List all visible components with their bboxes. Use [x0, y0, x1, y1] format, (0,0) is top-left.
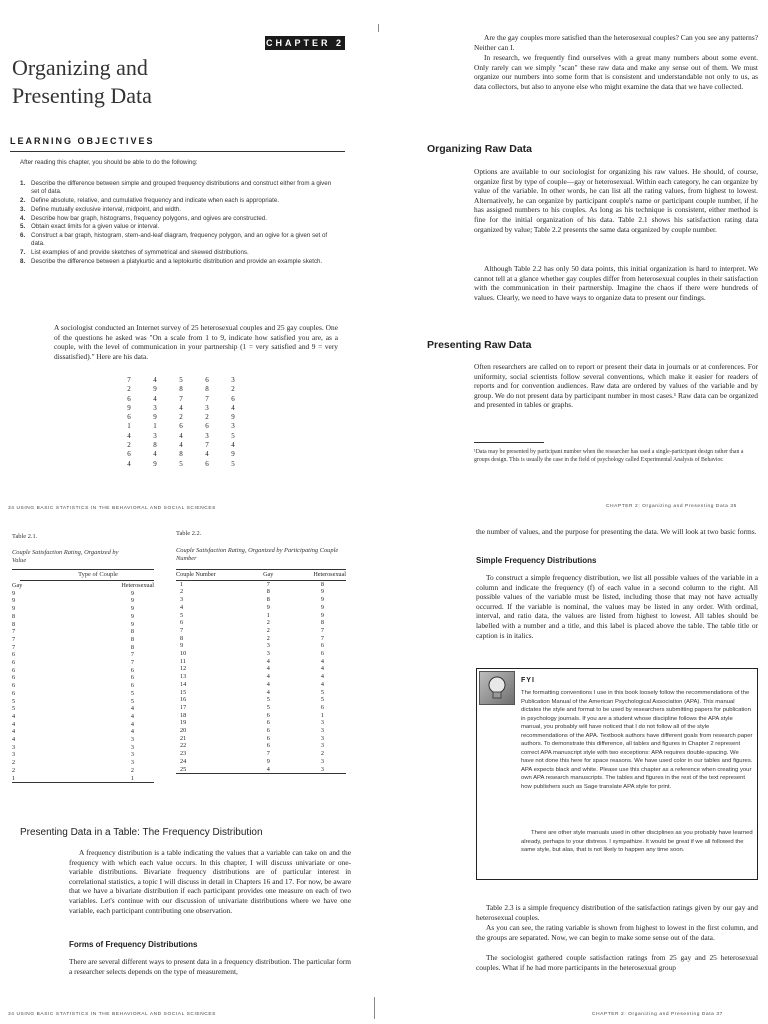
table-cell: 9: [180, 642, 184, 650]
table-cell: 9: [130, 589, 134, 597]
table-row: [12, 728, 154, 736]
table-row: [12, 767, 154, 775]
paragraph-sociologist-gathered: The sociologist gathered couple satisfaction ratings from 25 gay and 25 heterosexual couples. What if he had more participants in the heterosexual group: [476, 953, 758, 972]
table-cell: 1: [320, 711, 324, 719]
table-row: [12, 651, 154, 659]
table-cell: 4: [130, 728, 134, 736]
table-2-1-group-header: Type of Couple: [78, 571, 118, 578]
paragraph-frequency-definition: A frequency distribution is a table indicating the values that a variable can take on and the frequency with which each value occurs. In this chapter, I will discuss univariate or one-variable distributions. Bivariate frequency distributions are of particular interest in correlational statistics, a topic I will discuss in detail in Chapters 16 and 17. For now, be aware that we have a bivariate distribution if each participant provides one measure on each of two variables. Let's continue with our discussion of univariate distributions where we have one variable, each participant contributing one observation.: [69, 848, 351, 915]
objective-item: 3. Define mutually exclusive interval, midpoint, and width.: [20, 205, 181, 213]
raw-data-value: 2: [205, 413, 209, 422]
table-cell: 6: [266, 711, 270, 719]
table-row: [12, 590, 154, 598]
table-cell: 9: [12, 605, 16, 613]
raw-data-value: 6: [205, 422, 209, 431]
table-2-1-grid: [12, 581, 154, 783]
table-row: [176, 627, 346, 635]
raw-data-value: 2: [127, 441, 131, 450]
chapter-title: [12, 54, 252, 110]
objective-item: 5. Obtain exact limits for a given value or interval.: [20, 223, 160, 231]
table-2-2-grid: [176, 570, 346, 774]
table-cell: 6: [12, 674, 16, 682]
table-cell: 3: [320, 727, 324, 735]
table-cell: 4: [258, 766, 279, 774]
table-2-1-col-heterosexual: Heterosexual: [121, 582, 154, 589]
table-cell: 5: [266, 696, 270, 704]
table-2-2-col-gay: Gay: [258, 570, 279, 580]
table-cell: 6: [12, 689, 16, 697]
table-row: [176, 689, 346, 697]
table-cell: 2: [180, 588, 184, 596]
fyi-title: FYI: [521, 677, 535, 684]
raw-data-value: 7: [179, 394, 183, 403]
table-row: [12, 713, 154, 721]
table-cell: 23: [180, 750, 187, 758]
heading-simple-frequency-distributions: Simple Frequency Distributions: [476, 556, 597, 565]
raw-data-value: 6: [127, 413, 131, 422]
table-cell: 3: [266, 650, 270, 658]
table-2-2-body: [176, 580, 346, 774]
table-row: [176, 665, 346, 673]
heading-presenting-raw-data: Presenting Raw Data: [427, 339, 532, 351]
table-row: [176, 719, 346, 727]
raw-data-value: 8: [153, 441, 157, 450]
table-cell: 5: [320, 696, 324, 704]
heading-frequency-distribution: Presenting Data in a Table: The Frequency Distribution: [20, 827, 263, 838]
table-cell: 2: [12, 759, 16, 767]
table-cell: 9: [12, 589, 16, 597]
objective-item: 1. Describe the difference between simple and grouped frequency distributions and construct either from a given set of data.: [20, 180, 332, 196]
table-row: [176, 758, 346, 766]
table-cell: 4: [266, 680, 270, 688]
raw-data-value: 3: [153, 431, 157, 440]
table-cell: 3: [130, 751, 134, 759]
table-row: [176, 681, 346, 689]
learning-objectives-heading: LEARNING OBJECTIVES: [10, 136, 155, 146]
table-cell: 7: [130, 659, 134, 667]
table-row: [176, 619, 346, 627]
table-row: [176, 612, 346, 620]
table-row: [176, 650, 346, 658]
table-cell: 4: [320, 665, 324, 673]
table-row: [12, 636, 154, 644]
table-cell: 3: [12, 743, 16, 751]
paragraph-two-forms: the number of values, and the purpose for presenting the data. We will look at two basic forms.: [476, 527, 757, 536]
table-cell: 6: [12, 651, 16, 659]
raw-data-value: 6: [127, 394, 131, 403]
survey-scenario: A sociologist conducted an Internet survey of 25 heterosexual couples and 25 gay couples. One of the questions he asked was "On a scale from 1 to 9, indicate how satisfied you are, as a couple, with the level of communication in your partnership (1 = very satisfied and 9 = very dissatisfied)." Here are his data.: [54, 323, 338, 361]
raw-data-value: 7: [205, 394, 209, 403]
table-cell: 4: [12, 736, 16, 744]
table-cell: 8: [130, 628, 134, 636]
objective-item: 7. List examples of and provide sketches of symmetrical and skewed distributions.: [20, 249, 249, 257]
table-cell: 2: [266, 634, 270, 642]
raw-data-value: 6: [127, 450, 131, 459]
table-cell: 16: [180, 696, 187, 704]
raw-data-value: 8: [205, 385, 209, 394]
table-cell: 5: [320, 688, 324, 696]
table-2-2-caption: Couple Satisfaction Rating, Organized by Participating Couple Number: [176, 547, 339, 562]
raw-data-value: 9: [231, 413, 235, 422]
table-cell: 5: [130, 689, 134, 697]
raw-data-value: 4: [127, 431, 131, 440]
raw-data-value: 4: [231, 403, 235, 412]
objective-item: 2. Define absolute, relative, and cumulative frequency and indicate when each is appropriate.: [20, 197, 279, 204]
table-row: [176, 727, 346, 735]
table-2-2-label: Table 2.2.: [176, 530, 202, 537]
paragraph-research: In research, we frequently find ourselves with a great many numbers about some event. Only rarely can we simply "scan" these raw data and make any sense out of them. We must organize our numbers into some form that is consistent and understandable not only to us, as data collectors, but also to anyone else who might examine the data that we have collected.: [474, 53, 758, 91]
table-cell: 2: [12, 766, 16, 774]
table-row: [12, 759, 154, 767]
table-2-2-col-couple-number: Couple Number: [176, 570, 258, 580]
table-row: [176, 658, 346, 666]
raw-data-value: 6: [179, 422, 183, 431]
table-cell: 6: [12, 682, 16, 690]
table-cell: 5: [180, 611, 184, 619]
table-row: [176, 635, 346, 643]
raw-data-value: 4: [153, 450, 157, 459]
paragraph-options: Options are available to our sociologist for organizing his raw values. He should, of course, organize first by type of couple—gay or heterosexual. Within each category, he can organize by value of the variable. In other words, he can list all the rating values, from highest to lowest. Alternatively, he can organize by participant couple's name or participant couple number, if he has assigned numbers to his couples. As long as his technique is consistent, either method is fine for the initial organization of his data. Table 2.1 shows his satisfaction rating data organized by value; Table 2.2 presents the same data organized by couple number.: [474, 167, 758, 234]
raw-data-value: 4: [179, 431, 183, 440]
table-cell: 11: [180, 657, 186, 665]
table-cell: 8: [12, 612, 16, 620]
paragraph-conventions: Often researchers are called on to report or present their data in journals or at conferences. For uniformity, social scientists follow several conventions, which make it easier for readers of reports and for convention audiences. Raw data are ordered by values of the variable and by group. We do not present data by participant number in most cases.¹ Raw data can be organized and presented in tables or graphs.: [474, 362, 758, 410]
fyi-box: [476, 668, 758, 880]
table-row: [12, 775, 154, 783]
table-cell: 8: [12, 620, 16, 628]
table-cell: 2: [130, 766, 134, 774]
table-cell: 18: [180, 711, 187, 719]
raw-data-value: 2: [231, 385, 235, 394]
table-cell: 4: [130, 720, 134, 728]
raw-data-value: 4: [179, 403, 183, 412]
table-row: [176, 712, 346, 720]
heading-organizing-raw-data: Organizing Raw Data: [427, 143, 533, 155]
table-cell: 21: [180, 734, 187, 742]
table-row: [12, 605, 154, 613]
table-row: [176, 766, 346, 774]
table-2-1-body: [12, 590, 154, 783]
raw-data-value: 9: [127, 403, 131, 412]
table-cell: 1: [180, 580, 184, 588]
raw-data-value: 6: [205, 376, 209, 384]
table-cell: 20: [180, 727, 187, 735]
bottom-running-head-right: CHAPTER 2: Organizing and Presenting Data 37: [592, 1012, 723, 1017]
table-cell: 6: [266, 742, 270, 750]
table-row: [12, 667, 154, 675]
table-cell: 4: [320, 673, 324, 681]
table-row: [12, 597, 154, 605]
table-row: [12, 621, 154, 629]
table-row: [176, 696, 346, 704]
table-cell: 8: [266, 596, 270, 604]
table-row: [176, 596, 346, 604]
table-cell: 7: [266, 750, 270, 758]
table-cell: 12: [180, 665, 187, 673]
table-row: [12, 751, 154, 759]
raw-data-value: 7: [205, 441, 209, 450]
table-row: [12, 721, 154, 729]
table-cell: 9: [320, 611, 324, 619]
table-header-row: [12, 581, 154, 590]
table-2-2: [176, 569, 346, 774]
table-cell: 9: [130, 612, 134, 620]
table-2-1: [12, 569, 154, 783]
table-cell: 17: [180, 703, 187, 711]
raw-data-value: 3: [231, 422, 235, 431]
table-row: [12, 659, 154, 667]
raw-data-value: 9: [231, 450, 235, 459]
table-cell: 4: [266, 688, 270, 696]
table-cell: 3: [320, 734, 324, 742]
objective-item: 6. Construct a bar graph, histogram, stem-and-leaf diagram, frequency polygon, and an ogive for a given set of data.: [20, 232, 328, 248]
raw-data-value: 4: [179, 441, 183, 450]
table-cell: 7: [12, 635, 16, 643]
table-cell: 9: [320, 588, 324, 596]
table-cell: 9: [130, 620, 134, 628]
table-row: [176, 642, 346, 650]
table-cell: 7: [130, 651, 134, 659]
table-cell: 7: [320, 634, 324, 642]
table-cell: 6: [130, 674, 134, 682]
table-row: [176, 673, 346, 681]
objective-item: 8. Describe the difference between a platykurtic and a leptokurtic distribution and provide an example sketch.: [20, 257, 323, 265]
table-cell: 4: [12, 728, 16, 736]
table-row: [176, 580, 346, 588]
table-cell: 3: [266, 642, 270, 650]
table-cell: 3: [130, 759, 134, 767]
table-cell: 4: [130, 705, 134, 713]
table-cell: 4: [130, 712, 134, 720]
table-cell: 4: [320, 680, 324, 688]
footnote-rule: [474, 442, 544, 443]
table-row: [176, 750, 346, 758]
table-2-2-col-heterosexual: Heterosexual: [279, 570, 346, 580]
table-cell: 6: [12, 659, 16, 667]
table-cell: 6: [320, 650, 324, 658]
raw-data-value: 9: [153, 413, 157, 422]
raw-data-value: 2: [179, 413, 183, 422]
table-cell: 6: [12, 666, 16, 674]
objective-item: 4. Describe how bar graph, histograms, frequency polygons, and ogives are constructed.: [20, 214, 267, 222]
gutter-mark-bottom: [374, 997, 375, 1019]
raw-data-value: 5: [231, 459, 235, 468]
table-cell: 9: [12, 597, 16, 605]
raw-data-value: 5: [231, 431, 235, 440]
table-row: [12, 628, 154, 636]
raw-data-value: 1: [127, 422, 131, 431]
raw-data-value: 5: [179, 376, 183, 384]
raw-data-value: 4: [231, 441, 235, 450]
table-cell: 1: [266, 611, 270, 619]
table-cell: 4: [12, 720, 16, 728]
table-cell: 1: [46, 775, 154, 783]
raw-data-value: 3: [205, 431, 209, 440]
table-header-row: [176, 570, 346, 580]
table-cell: 8: [320, 580, 324, 588]
table-cell: 9: [266, 603, 270, 611]
heading-forms-of-frequency-distributions: Forms of Frequency Distributions: [69, 940, 198, 949]
table-cell: 2: [266, 619, 270, 627]
table-cell: 9: [266, 757, 270, 765]
table-cell: 6: [320, 642, 324, 650]
raw-data-value: 3: [153, 403, 157, 412]
raw-data-value: 8: [179, 385, 183, 394]
table-cell: 3: [130, 743, 134, 751]
paragraph-table-2-2: Although Table 2.2 has only 50 data points, this initial organization is hard to interpret. We cannot tell at a glance whether gay couples differ from heterosexual couples in their satisfaction with the communication in their partnership. Imagine the chaos if there were hundreds of values. Clearly, we need to have ways to organize data to present our findings.: [474, 264, 758, 302]
table-cell: 19: [180, 719, 187, 727]
table-cell: 4: [12, 712, 16, 720]
table-cell: 6: [130, 682, 134, 690]
lightbulb-icon: [479, 671, 515, 705]
table-row: [12, 744, 154, 752]
table-cell: 6: [320, 703, 324, 711]
paragraph-several-ways: There are several different ways to present data in a frequency distribution. The particular form a researcher selects depends on the type of measurement,: [69, 957, 351, 976]
raw-data-value: 4: [205, 450, 209, 459]
raw-data-value: 3: [205, 403, 209, 412]
table-row: [176, 742, 346, 750]
table-row: [176, 588, 346, 596]
objectives-intro: After reading this chapter, you should be able to do the following:: [20, 159, 198, 166]
table-cell: 8: [180, 634, 184, 642]
chapter-label: CHAPTER 2: [265, 38, 344, 48]
bottom-running-head: 34 USING BASIC STATISTICS IN THE BEHAVIORAL AND SOCIAL SCIENCES: [8, 1012, 216, 1017]
raw-data-value: 4: [153, 376, 157, 384]
table-row: [12, 690, 154, 698]
table-cell: 7: [266, 580, 270, 588]
table-row: [12, 644, 154, 652]
table-cell: 6: [130, 666, 134, 674]
fyi-text-formatting: The formatting conventions I use in this book loosely follow the recommendations of the Publication Manual of the American Psychological Association (APA). This manual dictates the style and format to be used by researchers submitting papers for publication in psychology journals. If you are a student whose discipline follows the APA style manual, you probably will have noticed that I do not follow all of the style recommendations of the APA. Textbook authors have different goals from research paper authors. To demonstrate this difference, all tables and figures in Chapter 2 represent correct APA manuscript style with two exceptions: APA requires double-spacing. We have not done this here for space reasons. We have used color in our tables and figures. APA expects black and white. Please use this chapter as a reference when creating your own APA research manuscripts. The tables and figures in the rest of the text represent how publishers such as Sage translate APA style for print.: [521, 690, 753, 790]
table-row: [176, 604, 346, 612]
raw-data-value: 3: [231, 376, 235, 384]
table-cell: 5: [266, 703, 270, 711]
table-cell: 7: [12, 628, 16, 636]
paragraph-patterns: Are the gay couples more satisfied than the heterosexual couples? Can you see any patterns? Neither can I.: [474, 33, 758, 52]
raw-data-value: 9: [153, 385, 157, 394]
chapter-title-line-1: Organizing and: [12, 55, 148, 80]
running-head: 34 USING BASIC STATISTICS IN THE BEHAVIORAL AND SOCIAL SCIENCES: [8, 506, 216, 511]
raw-data-value: 2: [127, 385, 131, 394]
table-cell: 7: [180, 626, 184, 634]
raw-data-value: 6: [205, 459, 209, 468]
raw-data-value: 9: [153, 459, 157, 468]
table-row: [12, 682, 154, 690]
footnote: ¹Data may be presented by participant number when the researcher has used a single-participant design rather than a groups design. This is usually the case in the field of psychology called Experimental Analysis of Behavior.: [474, 449, 744, 463]
table-row: [176, 735, 346, 743]
raw-data-grid: [116, 376, 246, 469]
table-cell: 6: [180, 619, 184, 627]
table-row: [12, 698, 154, 706]
table-cell: 8: [266, 588, 270, 596]
table-2-1-col-gay: Gay: [12, 582, 23, 589]
table-cell: 9: [320, 596, 324, 604]
table-cell: 6: [266, 719, 270, 727]
table-cell: 7: [320, 626, 324, 634]
table-cell: 3: [320, 757, 324, 765]
table-cell: 24: [180, 757, 187, 765]
table-cell: 13: [180, 673, 187, 681]
table-cell: 10: [180, 650, 187, 658]
table-cell: 8: [130, 635, 134, 643]
chapter-title-line-2: Presenting Data: [12, 83, 152, 108]
table-2-1-label: Table 2.1.: [12, 533, 38, 540]
table-cell: 9: [320, 603, 324, 611]
paragraph-as-you-can-see: As you can see, the rating variable is shown from highest to lowest in the first column, and the groups are separated. Now, we can begin to make some sense out of the data.: [476, 923, 758, 942]
raw-data-value: 1: [153, 422, 157, 431]
raw-data-value: 6: [231, 394, 235, 403]
table-cell: 5: [12, 697, 16, 705]
table-cell: 4: [180, 603, 184, 611]
table-cell: 9: [130, 597, 134, 605]
table-cell: 2: [320, 750, 324, 758]
table-2-1-caption: Couple Satisfaction Rating, Organized by Value: [12, 549, 119, 564]
table-cell: 3: [320, 742, 324, 750]
table-cell: 4: [320, 657, 324, 665]
table-cell: 25: [176, 766, 258, 774]
table-cell: 3: [279, 766, 346, 774]
table-cell: 3: [12, 751, 16, 759]
table-cell: 3: [320, 719, 324, 727]
table-cell: 22: [180, 742, 187, 750]
raw-data-value: 5: [179, 459, 183, 468]
raw-data-value: 7: [127, 376, 131, 384]
table-cell: 6: [266, 727, 270, 735]
table-cell: 2: [266, 626, 270, 634]
raw-data-value: 4: [153, 394, 157, 403]
table-cell: 5: [130, 697, 134, 705]
table-cell: 9: [130, 605, 134, 613]
table-row: [12, 674, 154, 682]
table-cell: 1: [12, 775, 46, 783]
fyi-text-style-manuals: There are other style manuals used in other disciplines as you probably have learned already, perhaps to your distress. I sympathize. It would be great if we all followed the same style, but alas, that is not likely to happen any time soon.: [521, 830, 753, 853]
gutter-mark: [378, 24, 379, 32]
table-row: [176, 704, 346, 712]
table-cell: 7: [12, 643, 16, 651]
table-cell: 15: [180, 688, 187, 696]
table-row: [12, 613, 154, 621]
table-cell: 14: [180, 680, 187, 688]
objectives-rule: [10, 151, 345, 152]
table-cell: 5: [12, 705, 16, 713]
running-head-right: CHAPTER 2: Organizing and Presenting Data 35: [606, 504, 737, 509]
objectives-list: [20, 180, 338, 267]
raw-data-value: 4: [127, 459, 131, 468]
table-cell: 8: [320, 619, 324, 627]
raw-data-value: 8: [179, 450, 183, 459]
table-cell: 4: [266, 673, 270, 681]
paragraph-construct-simple: To construct a simple frequency distribution, we list all possible values of the variable in a column and indicate the frequency (f) of each value in a second column to the right. All possible values of the variable must be listed, including those that may not have actually occurred. If the variable is nominal, the values may be listed in any order. With ordinal, interval, and ratio data, the values are listed from highest to lowest. All tables should be labelled with a number and a title, and this label is placed above the table. The table title or caption is in italics.: [476, 573, 758, 640]
table-cell: 6: [266, 734, 270, 742]
table-cell: 4: [266, 665, 270, 673]
table-cell: 3: [130, 736, 134, 744]
paragraph-table-2-3: Table 2.3 is a simple frequency distribution of the satisfaction ratings given by our gay and heterosexual couples.: [476, 903, 758, 922]
table-row: [12, 736, 154, 744]
table-cell: 3: [180, 596, 184, 604]
table-row: [12, 705, 154, 713]
table-cell: 8: [130, 643, 134, 651]
table-cell: 4: [266, 657, 270, 665]
